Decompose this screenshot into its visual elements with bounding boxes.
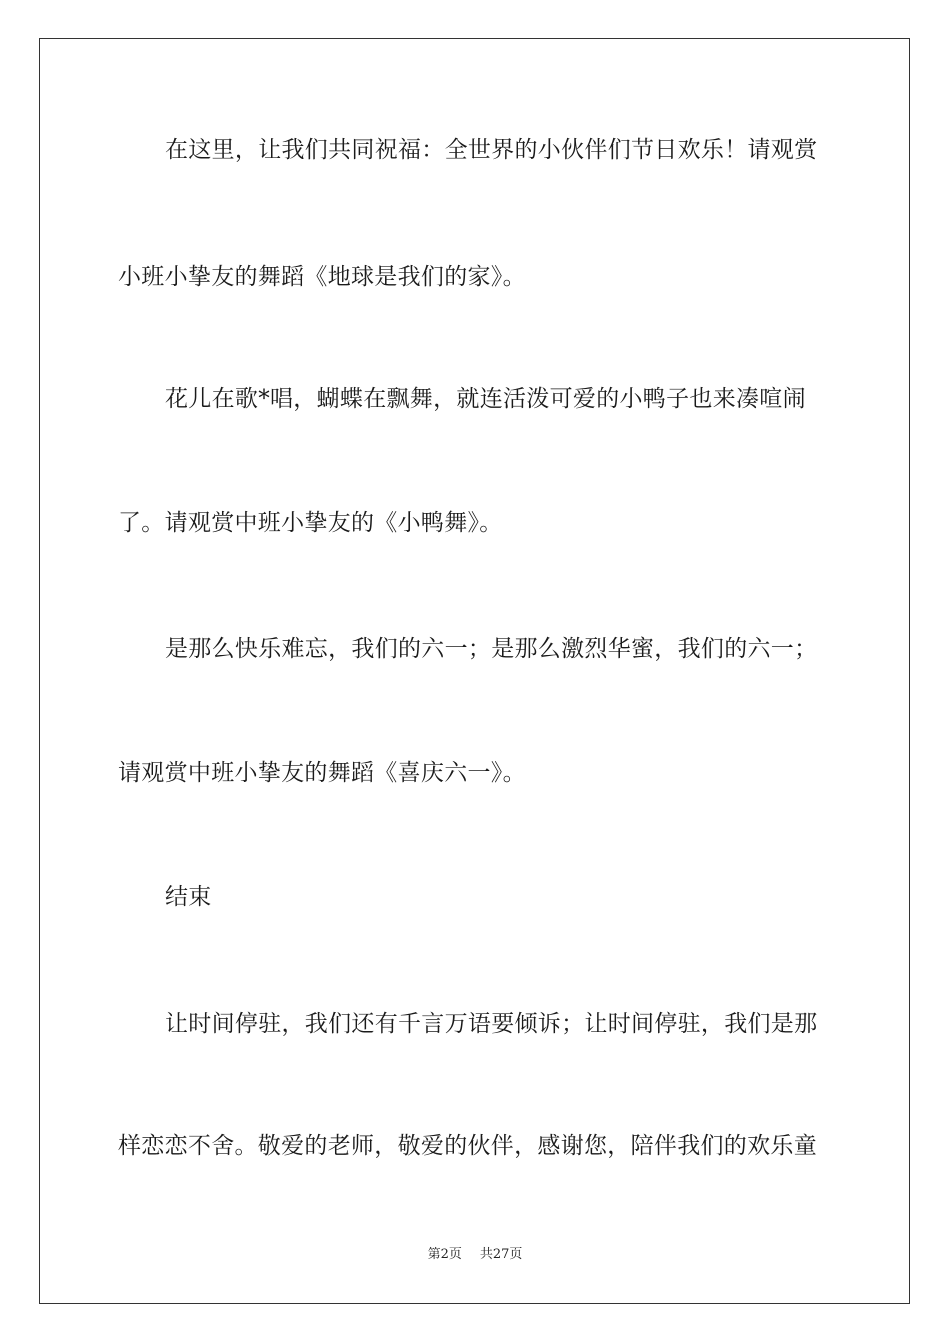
section-heading-end: 结束 <box>165 884 212 910</box>
page-number: 第2页 <box>427 1247 462 1262</box>
paragraph-1-line-2: 小班小挚友的舞蹈《地球是我们的家》。 <box>118 264 526 290</box>
paragraph-2-line-1: 花儿在歌*唱，蝴蝶在飘舞，就连活泼可爱的小鸭子也来凑喧闹 <box>165 386 806 412</box>
paragraph-5-line-2: 样恋恋不舍。敬爱的老师，敬爱的伙伴，感谢您，陪伴我们的欢乐童 <box>118 1133 817 1159</box>
paragraph-5-line-1: 让时间停驻，我们还有千言万语要倾诉；让时间停驻，我们是那 <box>165 1011 818 1037</box>
paragraph-3-line-2: 请观赏中班小挚友的舞蹈《喜庆六一》。 <box>118 760 526 786</box>
paragraph-3-line-1: 是那么快乐难忘，我们的六一；是那么激烈华蜜，我们的六一； <box>165 636 818 662</box>
paragraph-2-line-2: 了。请观赏中班小挚友的《小鸭舞》。 <box>118 510 503 536</box>
paragraph-1-line-1: 在这里，让我们共同祝福：全世界的小伙伴们节日欢乐！请观赏 <box>165 137 818 163</box>
page-footer <box>0 1246 950 1264</box>
page-total: 共27页 <box>479 1247 523 1262</box>
page-border <box>39 38 910 1304</box>
